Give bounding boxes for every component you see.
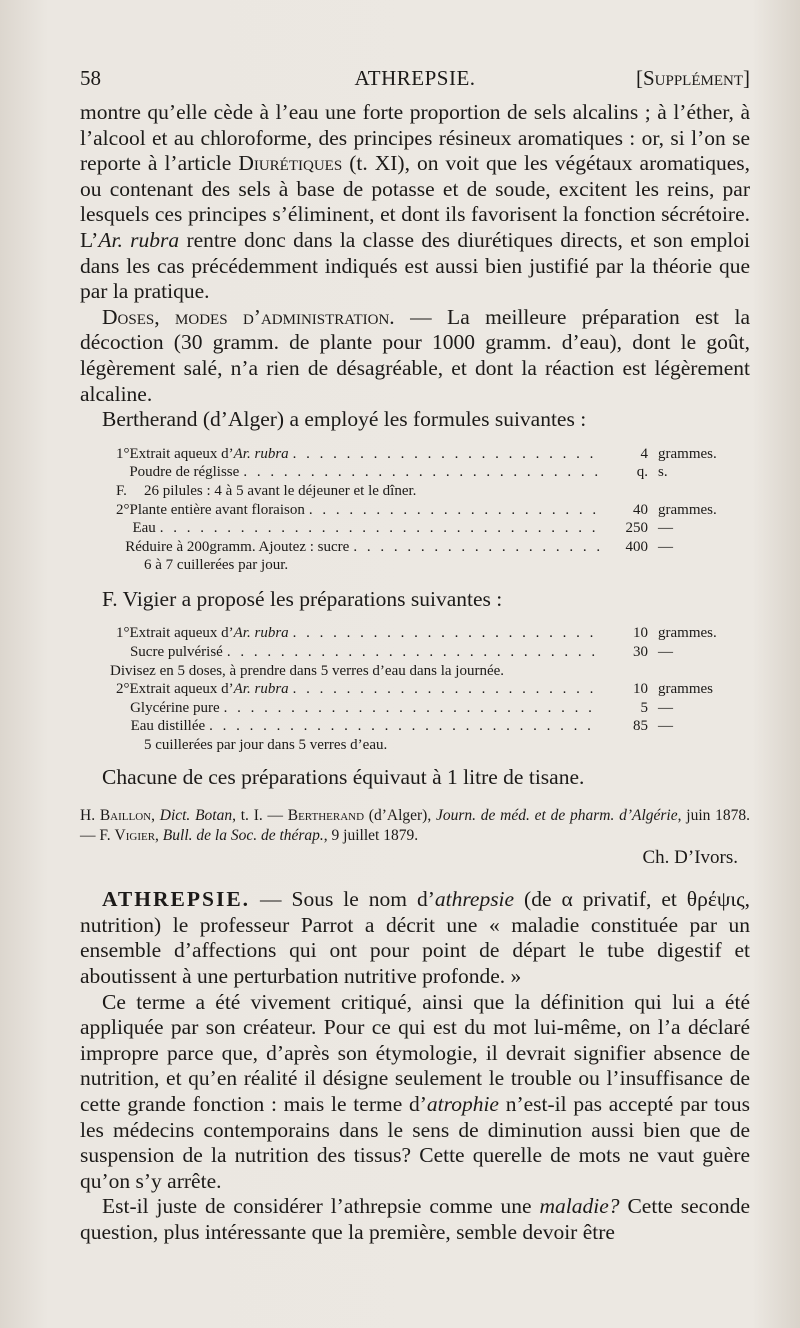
paragraph-continuation: montre qu’elle cède à l’eau une forte proportion de sels alcalins ; à l’éther, à l’alcool et au chloroforme, des principes résineux aromatiques : or, si l’on se reporte à l’article Diurétiques (t. XI), on voit que les végétaux aromatiques, ou contenant des sels à base de potasse et de soude, excitent les reins, par lesquels ces principes s’éliminent, et dont ils favorisent la fonction sécrétoire. L’Ar. rubra rentre donc dans la classe des diurétiques directs, et son emploi dans les cas précédemment indiqués est aussi bien justifié par la théorie que par la pratique. — [80, 100, 750, 304]
article-reference: Diurétiques — [238, 151, 343, 176]
formula-ingredient: 5 cuillerées par jour dans 5 verres d’eau. — [144, 737, 388, 754]
formula-ingredient: Eau — [132, 520, 156, 537]
formula-unit: grammes. — [658, 625, 717, 642]
formula-ingredient: Extrait aqueux d’Ar. rubra — [129, 681, 289, 698]
formula-row — [80, 501, 750, 520]
formula-number: F. — [116, 482, 127, 499]
formula-ingredient: Divisez en 5 doses, à prendre dans 5 verres d’eau dans la journée. — [110, 662, 505, 679]
formula-unit: grammes. — [658, 445, 717, 462]
section-label: [Supplément] — [635, 66, 750, 90]
leader-dots — [224, 699, 600, 718]
formula-ingredient: 6 à 7 cuillerées par jour. — [144, 557, 289, 574]
section-lead: Doses, modes d’administration. — [102, 304, 395, 329]
paragraph-doses: Doses, modes d’administration. — La meilleure préparation est la décoction (30 gramm. de plante pour 1000 gramm. d’eau), dont le goût, légèrement salé, n’a rien de désagréable, et dont la réaction est légèrement alcaline. — [80, 304, 750, 406]
running-title: ATHREPSIE. — [354, 66, 476, 90]
formula-unit: grammes — [658, 681, 713, 698]
leader-dots — [227, 643, 600, 662]
formula-quantity: 85 — [633, 718, 648, 735]
formula-number: 2° — [116, 501, 130, 518]
formula-ingredient: Extrait aqueux d’Ar. rubra — [129, 445, 289, 462]
page-number: 58 — [80, 66, 101, 90]
formula-table-vigier — [80, 624, 750, 754]
formula-row — [80, 717, 750, 736]
formula-quantity: q. — [636, 464, 648, 481]
formula-row — [80, 482, 750, 501]
article-athrepsie-intro: ATHREPSIE. — Sous le nom d’athrepsie (de α privatif, et θρέψις, nutrition) le professeur Parrot a décrit une « maladie constituée par un ensemble d’affections qui ont pour point de départ le tube digestif et aboutissent à une perturbation nutritive profonde. » — [80, 887, 750, 988]
leader-dots — [293, 445, 600, 464]
formula-row — [80, 556, 750, 575]
formula-ingredient: Poudre de réglisse — [129, 464, 240, 481]
running-header — [80, 66, 750, 96]
formula-quantity: 4 — [640, 445, 648, 462]
formula-ingredient: Glycérine pure — [130, 699, 220, 716]
formula-unit: — — [658, 718, 673, 735]
leader-dots — [353, 538, 600, 557]
formula-row — [80, 680, 750, 699]
formula-quantity: 10 — [633, 681, 648, 698]
formula-ingredient: Sucre pulvérisé — [129, 644, 223, 661]
formula-number: 1° — [116, 445, 130, 462]
leader-dots — [209, 717, 600, 736]
article-heading: ATHREPSIE. — [102, 887, 251, 912]
leader-dots — [160, 519, 600, 538]
leader-dots — [243, 463, 600, 482]
author-signature: Ch. D’Ivors. — [642, 847, 738, 869]
formula-unit: grammes. — [658, 501, 717, 518]
formula-ingredient: Eau distillée — [130, 718, 206, 735]
page-body — [80, 100, 750, 1246]
formula-quantity: 30 — [633, 644, 648, 661]
paragraph-critique: Ce terme a été vivement critiqué, ainsi que la définition qui lui a été appliquée par son créateur. Pour ce qui est du mot lui-même, on l’a déclaré impropre parce que, d’après son étymologie, il devrait signifier absence de nutrition, et qu’en réalité il désigne seulement le trouble ou l’insuffisance de cette grande fonction : mais le terme d’atrophie n’est-il pas accepté par tous les médecins contemporains dans le sens de diminution aussi bien que de suspension de la nutrition des tissus? Cette querelle de mots ne vaut guère qu’on s’y arrête. — [80, 989, 750, 1193]
formula-ingredient: Plante entière avant floraison — [129, 501, 305, 518]
formula-number: 2° — [116, 681, 130, 698]
formula-ingredient: 26 pilules : 4 à 5 avant le déjeuner et le dîner. — [144, 482, 417, 499]
formula-table-bertherand — [80, 445, 750, 575]
paragraph-bertherand: Bertherand (d’Alger) a employé les formules suivantes : — [102, 407, 587, 432]
formula-row — [80, 445, 750, 464]
species-name: Ar. rubra — [98, 227, 180, 252]
formula-quantity: 400 — [625, 538, 648, 555]
formula-ingredient: Extrait aqueux d’Ar. rubra — [129, 625, 289, 642]
formula-row — [80, 643, 750, 662]
bibliography: H. Baillon, Dict. Botan, t. I. — Bertherand (d’Alger), Journ. de méd. et de pharm. d’Algérie, juin 1878. — F. Vigier, Bull. de la Soc. de thérap., 9 juillet 1879. — [80, 807, 751, 844]
paragraph-vigier: F. Vigier a proposé les préparations suivantes : — [102, 586, 503, 611]
formula-row — [80, 662, 750, 681]
formula-row — [80, 463, 750, 482]
formula-number: 1° — [116, 625, 130, 642]
formula-quantity: 5 — [640, 699, 648, 716]
formula-unit: — — [658, 644, 673, 661]
formula-row — [80, 538, 750, 557]
paragraph-equivalence: Chacune de ces préparations équivaut à 1 litre de tisane. — [102, 764, 585, 789]
leader-dots — [293, 624, 600, 643]
formula-ingredient: Réduire à 200gramm. Ajoutez : sucre — [125, 538, 350, 555]
leader-dots — [309, 501, 600, 520]
leader-dots — [293, 680, 600, 699]
formula-unit: — — [658, 538, 673, 555]
paragraph-question: Est-il juste de considérer l’athrepsie comme une maladie? Cette seconde question, plus intéressante que la première, semble devoir être — [80, 1194, 751, 1244]
formula-quantity: 250 — [625, 520, 648, 537]
formula-unit: — — [658, 699, 673, 716]
formula-quantity: 40 — [633, 501, 648, 518]
formula-unit: s. — [658, 464, 668, 481]
formula-row — [80, 519, 750, 538]
formula-unit: — — [658, 520, 673, 537]
formula-row — [80, 624, 750, 643]
formula-quantity: 10 — [633, 625, 648, 642]
formula-row — [80, 699, 750, 718]
formula-row — [80, 736, 750, 755]
